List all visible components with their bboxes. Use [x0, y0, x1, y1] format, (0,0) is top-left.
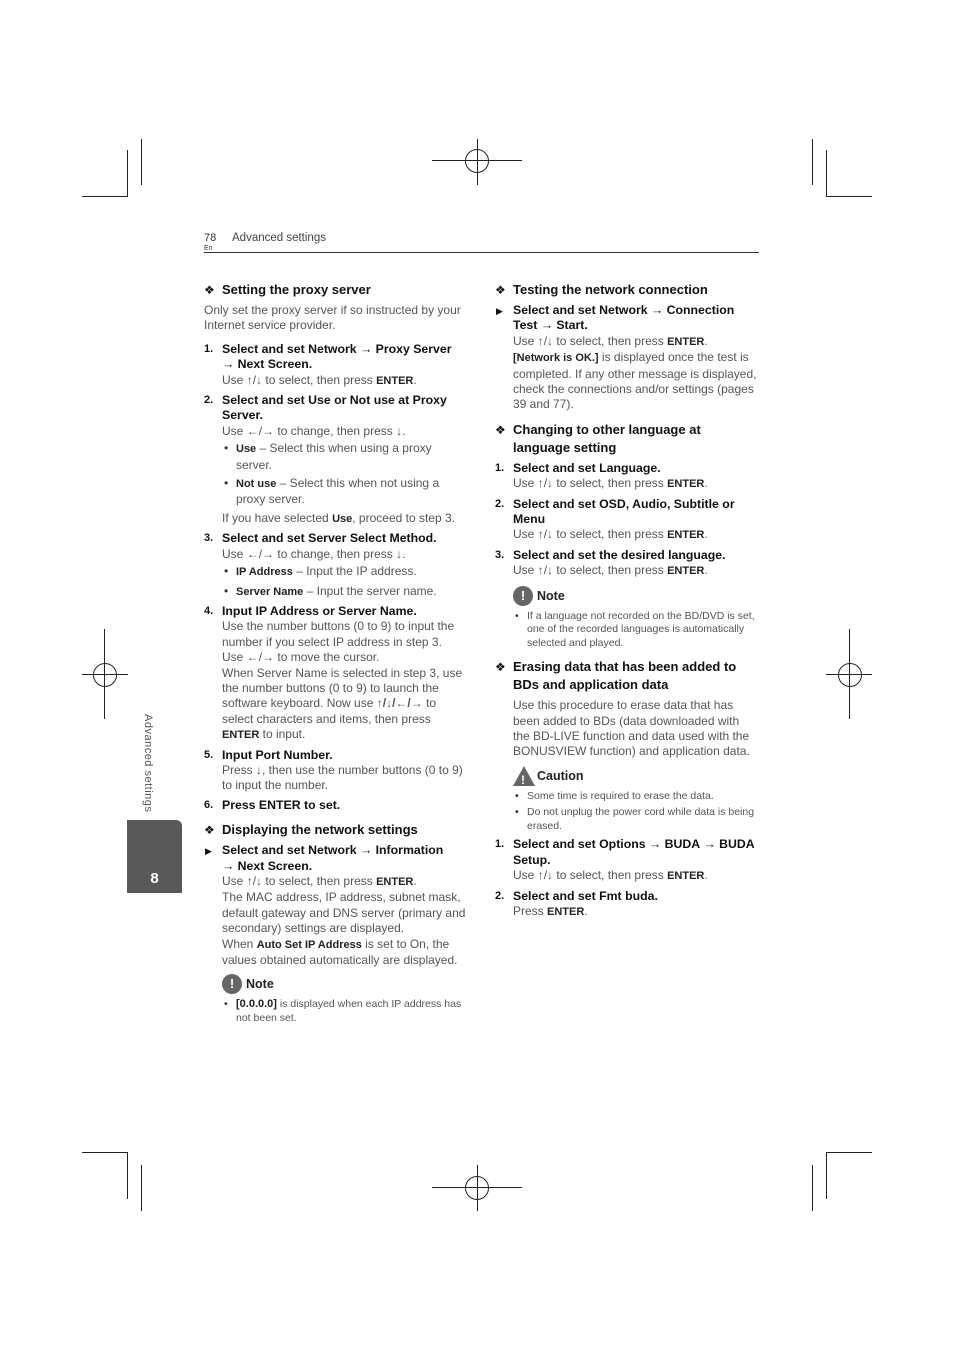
- proxy-step-1: 1. Select and set Network → Proxy Server → Next Screen. Use ↑/↓ to select, then press ENTER.: [204, 341, 452, 387]
- chapter-tab: [127, 820, 182, 893]
- right-arrow-icon: →: [648, 837, 662, 852]
- erase-step-2: 2. Select and set Fmt buda. Press ENTER.: [495, 888, 658, 918]
- down-arrow-icon: ↓: [547, 527, 554, 542]
- down-arrow-icon: ↓: [547, 563, 554, 578]
- right-arrow-icon: →: [262, 650, 275, 665]
- note-heading: ! Note: [513, 586, 757, 606]
- diamond-bullet-icon: ❖: [204, 283, 215, 297]
- right-arrow-icon: →: [540, 318, 554, 333]
- down-arrow-icon: ↓: [547, 476, 554, 491]
- warning-icon: !: [513, 766, 535, 786]
- down-arrow-icon: ↓: [396, 423, 403, 438]
- proxy-step-5: 5. Input Port Number. Press ↓, then use the number buttons (0 to 9) to input the number.: [204, 747, 463, 793]
- left-arrow-icon: ←: [246, 423, 259, 438]
- section-heading-testing: ❖ Testing the network connection: [495, 282, 708, 297]
- right-arrow-icon: →: [650, 303, 664, 317]
- down-arrow-icon: ↓: [256, 762, 263, 777]
- language-step-3: 3. Select and set the desired language. Use ↑/↓ to select, then press ENTER. ! Note • If a language not recorded on the BD/DVD is set, one of the recorded languages is automatically selected and played.: [495, 548, 757, 650]
- note-heading: ! Note: [222, 974, 470, 994]
- right-column: [495, 281, 757, 924]
- display-step: ▶ Select and set Network → Information → Next Screen. Use ↑/↓ to select, then press ENTER. The MAC address, IP address, subnet mask, default gateway and DNS server (primary and secondary) settings are displayed. When Auto Set IP Address is set to On, the values obtained automatically are displayed. ! Note • [0.0.0.0] is displayed when each IP address has not been set.: [204, 843, 470, 1025]
- up-arrow-icon: ↑: [537, 563, 544, 578]
- caution-heading: ! Caution: [513, 766, 757, 786]
- page-header: [204, 232, 759, 253]
- up-arrow-icon: ↑: [537, 476, 544, 491]
- proxy-intro: Only set the proxy server if so instructed by your Internet service provider.: [204, 303, 461, 333]
- chapter-number: 8: [150, 870, 159, 887]
- note-item: • If a language not recorded on the BD/DVD is set, one of the recorded languages is automatically selected and played.: [513, 610, 757, 651]
- note-item: • [0.0.0.0] is displayed when each IP address has not been set.: [222, 998, 470, 1025]
- diamond-bullet-icon: ❖: [495, 283, 506, 297]
- right-arrow-icon: →: [359, 843, 373, 858]
- header-title: Advanced settings: [232, 232, 326, 244]
- list-item: • IP Address – Input the IP address.: [222, 564, 470, 580]
- left-arrow-icon: ←: [246, 650, 259, 665]
- down-arrow-icon: ↓: [256, 874, 263, 888]
- proxy-step-6: 6. Press ENTER to set.: [204, 797, 341, 812]
- erase-intro: Use this procedure to erase data that has been added to BDs (data downloaded with the BD-LIVE function and data used with the BONUSVIEW function) and application data. ! Caution • Some time is required to erase the data. • Do not unplug the power cord while data is being erased.: [495, 698, 757, 833]
- erase-step-1: 1. Select and set Options → BUDA → BUDA Setup. Use ↑/↓ to select, then press ENTER.: [495, 837, 755, 883]
- diamond-bullet-icon: ❖: [204, 823, 215, 838]
- up-arrow-icon: ↑: [246, 372, 253, 387]
- section-heading-proxy: ❖ Setting the proxy server: [204, 282, 371, 297]
- page-number: 78: [204, 232, 217, 244]
- section-heading-erase: ❖ Erasing data that has been added to BDs and application data: [495, 659, 737, 693]
- right-arrow-icon: →: [222, 357, 235, 372]
- proxy-step-4: 4. Input IP Address or Server Name. Use the number buttons (0 to 9) to input the number if you select IP address in step 3. Use ←/→ to move the cursor. When Server Name is selected in step 3, use the number buttons (0 to 9) to launch the software keyboard. Now use ↑/↓/←/→ to select characters and items, then press ENTER to input.: [204, 603, 463, 742]
- caution-item: • Some time is required to erase the data.: [513, 790, 757, 804]
- side-tab-label: Advanced settings: [142, 714, 154, 813]
- diamond-bullet-icon: ❖: [495, 422, 506, 437]
- right-arrow-icon: →: [262, 546, 275, 561]
- right-arrow-icon: →: [222, 858, 235, 873]
- section-heading-display: ❖ Displaying the network settings: [204, 822, 418, 838]
- proxy-step-2: 2. Select and set Use or Not use at Proxy Server. Use ←/→ to change, then press ↓. • Use – Select this when using a proxy server. • Not use – Select this when not using a proxy server. If you have selected Use, proceed to step 3.: [204, 393, 470, 527]
- left-arrow-icon: ←: [246, 546, 259, 561]
- caution-item: • Do not unplug the power cord while data is being erased.: [513, 806, 757, 833]
- up-arrow-icon: ↑: [537, 868, 544, 883]
- triangle-bullet-icon: ▶: [496, 306, 503, 316]
- right-arrow-icon: →: [262, 423, 275, 438]
- exclamation-icon: !: [222, 974, 242, 994]
- diamond-bullet-icon: ❖: [495, 660, 506, 675]
- down-arrow-icon: ↓: [396, 546, 403, 561]
- up-arrow-icon: ↑: [246, 874, 253, 888]
- section-heading-language: ❖ Changing to other language at language setting: [495, 421, 701, 455]
- language-step-1: 1. Select and set Language. Use ↑/↓ to select, then press ENTER.: [495, 460, 708, 491]
- testing-step: ▶ Select and set Network → Connection Test → Start. Use ↑/↓ to select, then press ENTER. [Network is OK.] is displayed once the test is completed. If any other message is displayed, check the connections and/or settings (pages 39 and 77).: [496, 303, 757, 412]
- proxy-step-3: 3. Select and set Server Select Method. Use ←/→ to change, then press ↓. • IP Address – Input the IP address. • Server Name – Input the server name.: [204, 531, 470, 600]
- up-arrow-icon: ↑: [537, 527, 544, 542]
- four-arrows-icon: ↑/↓/←/→: [376, 696, 423, 711]
- left-column: [204, 281, 470, 1029]
- exclamation-icon: !: [513, 586, 533, 606]
- down-arrow-icon: ↓: [547, 333, 554, 348]
- down-arrow-icon: ↓: [547, 868, 554, 883]
- list-item: • Not use – Select this when not using a proxy server.: [222, 476, 470, 508]
- right-arrow-icon: →: [359, 341, 373, 356]
- right-arrow-icon: →: [703, 837, 716, 852]
- language-step-2: 2. Select and set OSD, Audio, Subtitle or Menu Use ↑/↓ to select, then press ENTER.: [495, 496, 735, 542]
- list-item: • Use – Select this when using a proxy server.: [222, 441, 470, 473]
- triangle-bullet-icon: ▶: [205, 846, 212, 857]
- up-arrow-icon: ↑: [537, 333, 544, 348]
- down-arrow-icon: ↓: [256, 372, 263, 387]
- list-item: • Server Name – Input the server name.: [222, 584, 470, 600]
- page-language: En: [204, 245, 213, 252]
